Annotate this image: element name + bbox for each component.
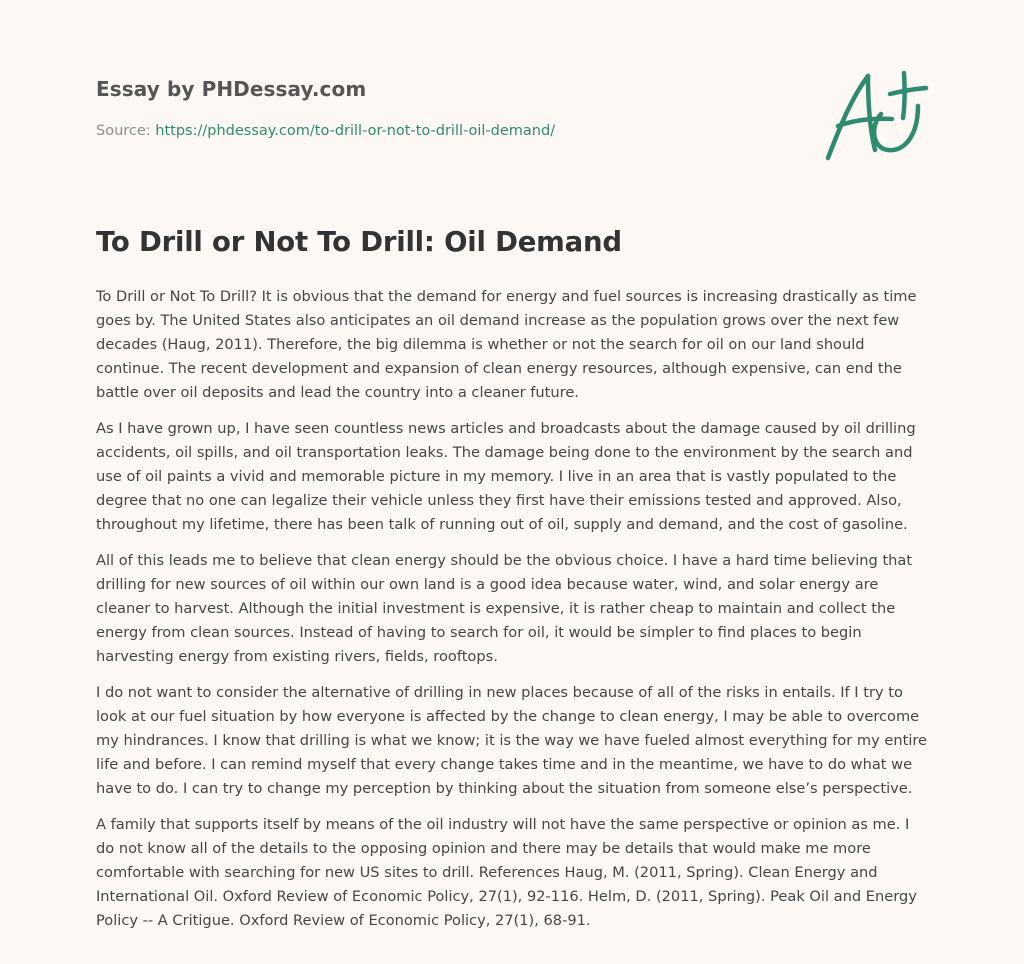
source-label: Source: [96, 123, 151, 139]
a-plus-grade-icon [818, 66, 930, 166]
essay-paragraph: I do not want to consider the alternative of drilling in new places because of all of the risks in entails. If I try to look at our fuel situation by how everyone is affected by the change to clean energy, I may be able to overcome my hindrances. I know that drilling is what we know; it is the way we have fueled almost everything for my entire life and before. I can remind myself that every change takes time and in the meantime, we have to do what we have to do. I can try to change my perception by thinking about the situation from someone else’s perspective. [96, 684, 928, 797]
site-title: Essay by PHDessay.com [96, 77, 367, 101]
essay-paragraph: All of this leads me to believe that clean energy should be the obvious choice. I have a hard time believing that drilling for new sources of oil within our own land is a good idea because water, wind, and solar energy are cleaner to harvest. Although the initial investment is expensive, it is rather cheap to maintain and collect the energy from clean sources. Instead of having to search for oil, it would be simpler to find places to begin harvesting energy from existing rivers, fields, rooftops. [96, 552, 913, 665]
essay-title: To Drill or Not To Drill: Oil Demand [96, 226, 622, 258]
essay-paragraph: To Drill or Not To Drill? It is obvious that the demand for energy and fuel sources is increasing drastically as time goes by. The United States also anticipates an oil demand increase as the population grows over the next few decades (Haug, 2011). Therefore, the big dilemma is whether or not the search for oil on our land should continue. The recent development and expansion of clean energy resources, although expensive, can end the battle over oil deposits and lead the country into a cleaner future. [96, 288, 917, 401]
source-line [96, 123, 555, 139]
essay-body [96, 285, 932, 945]
essay-paragraph: As I have grown up, I have seen countless news articles and broadcasts about the damage caused by oil drilling accidents, oil spills, and oil transportation leaks. The damage being done to the environment by the search and use of oil paints a vivid and memorable picture in my memory. I live in an area that is vastly populated to the degree that no one can legalize their vehicle unless they first have their emissions tested and approved. Also, throughout my lifetime, there has been talk of running out of oil, supply and demand, and the cost of gasoline. [96, 420, 916, 533]
source-link[interactable]: https://phdessay.com/to-drill-or-not-to-drill-oil-demand/ [155, 123, 556, 139]
essay-paragraph: A family that supports itself by means of the oil industry will not have the same perspective or opinion as me. I do not know all of the details to the opposing opinion and there may be details that would make me more comfortable with searching for new US sites to drill. References Haug, M. (2011, Spring). Clean Energy and International Oil. Oxford Review of Economic Policy, 27(1), 92-116. Helm, D. (2011, Spring). Peak Oil and Energy Policy -- A Critigue. Oxford Review of Economic Policy, 27(1), 68-91. [96, 816, 917, 929]
